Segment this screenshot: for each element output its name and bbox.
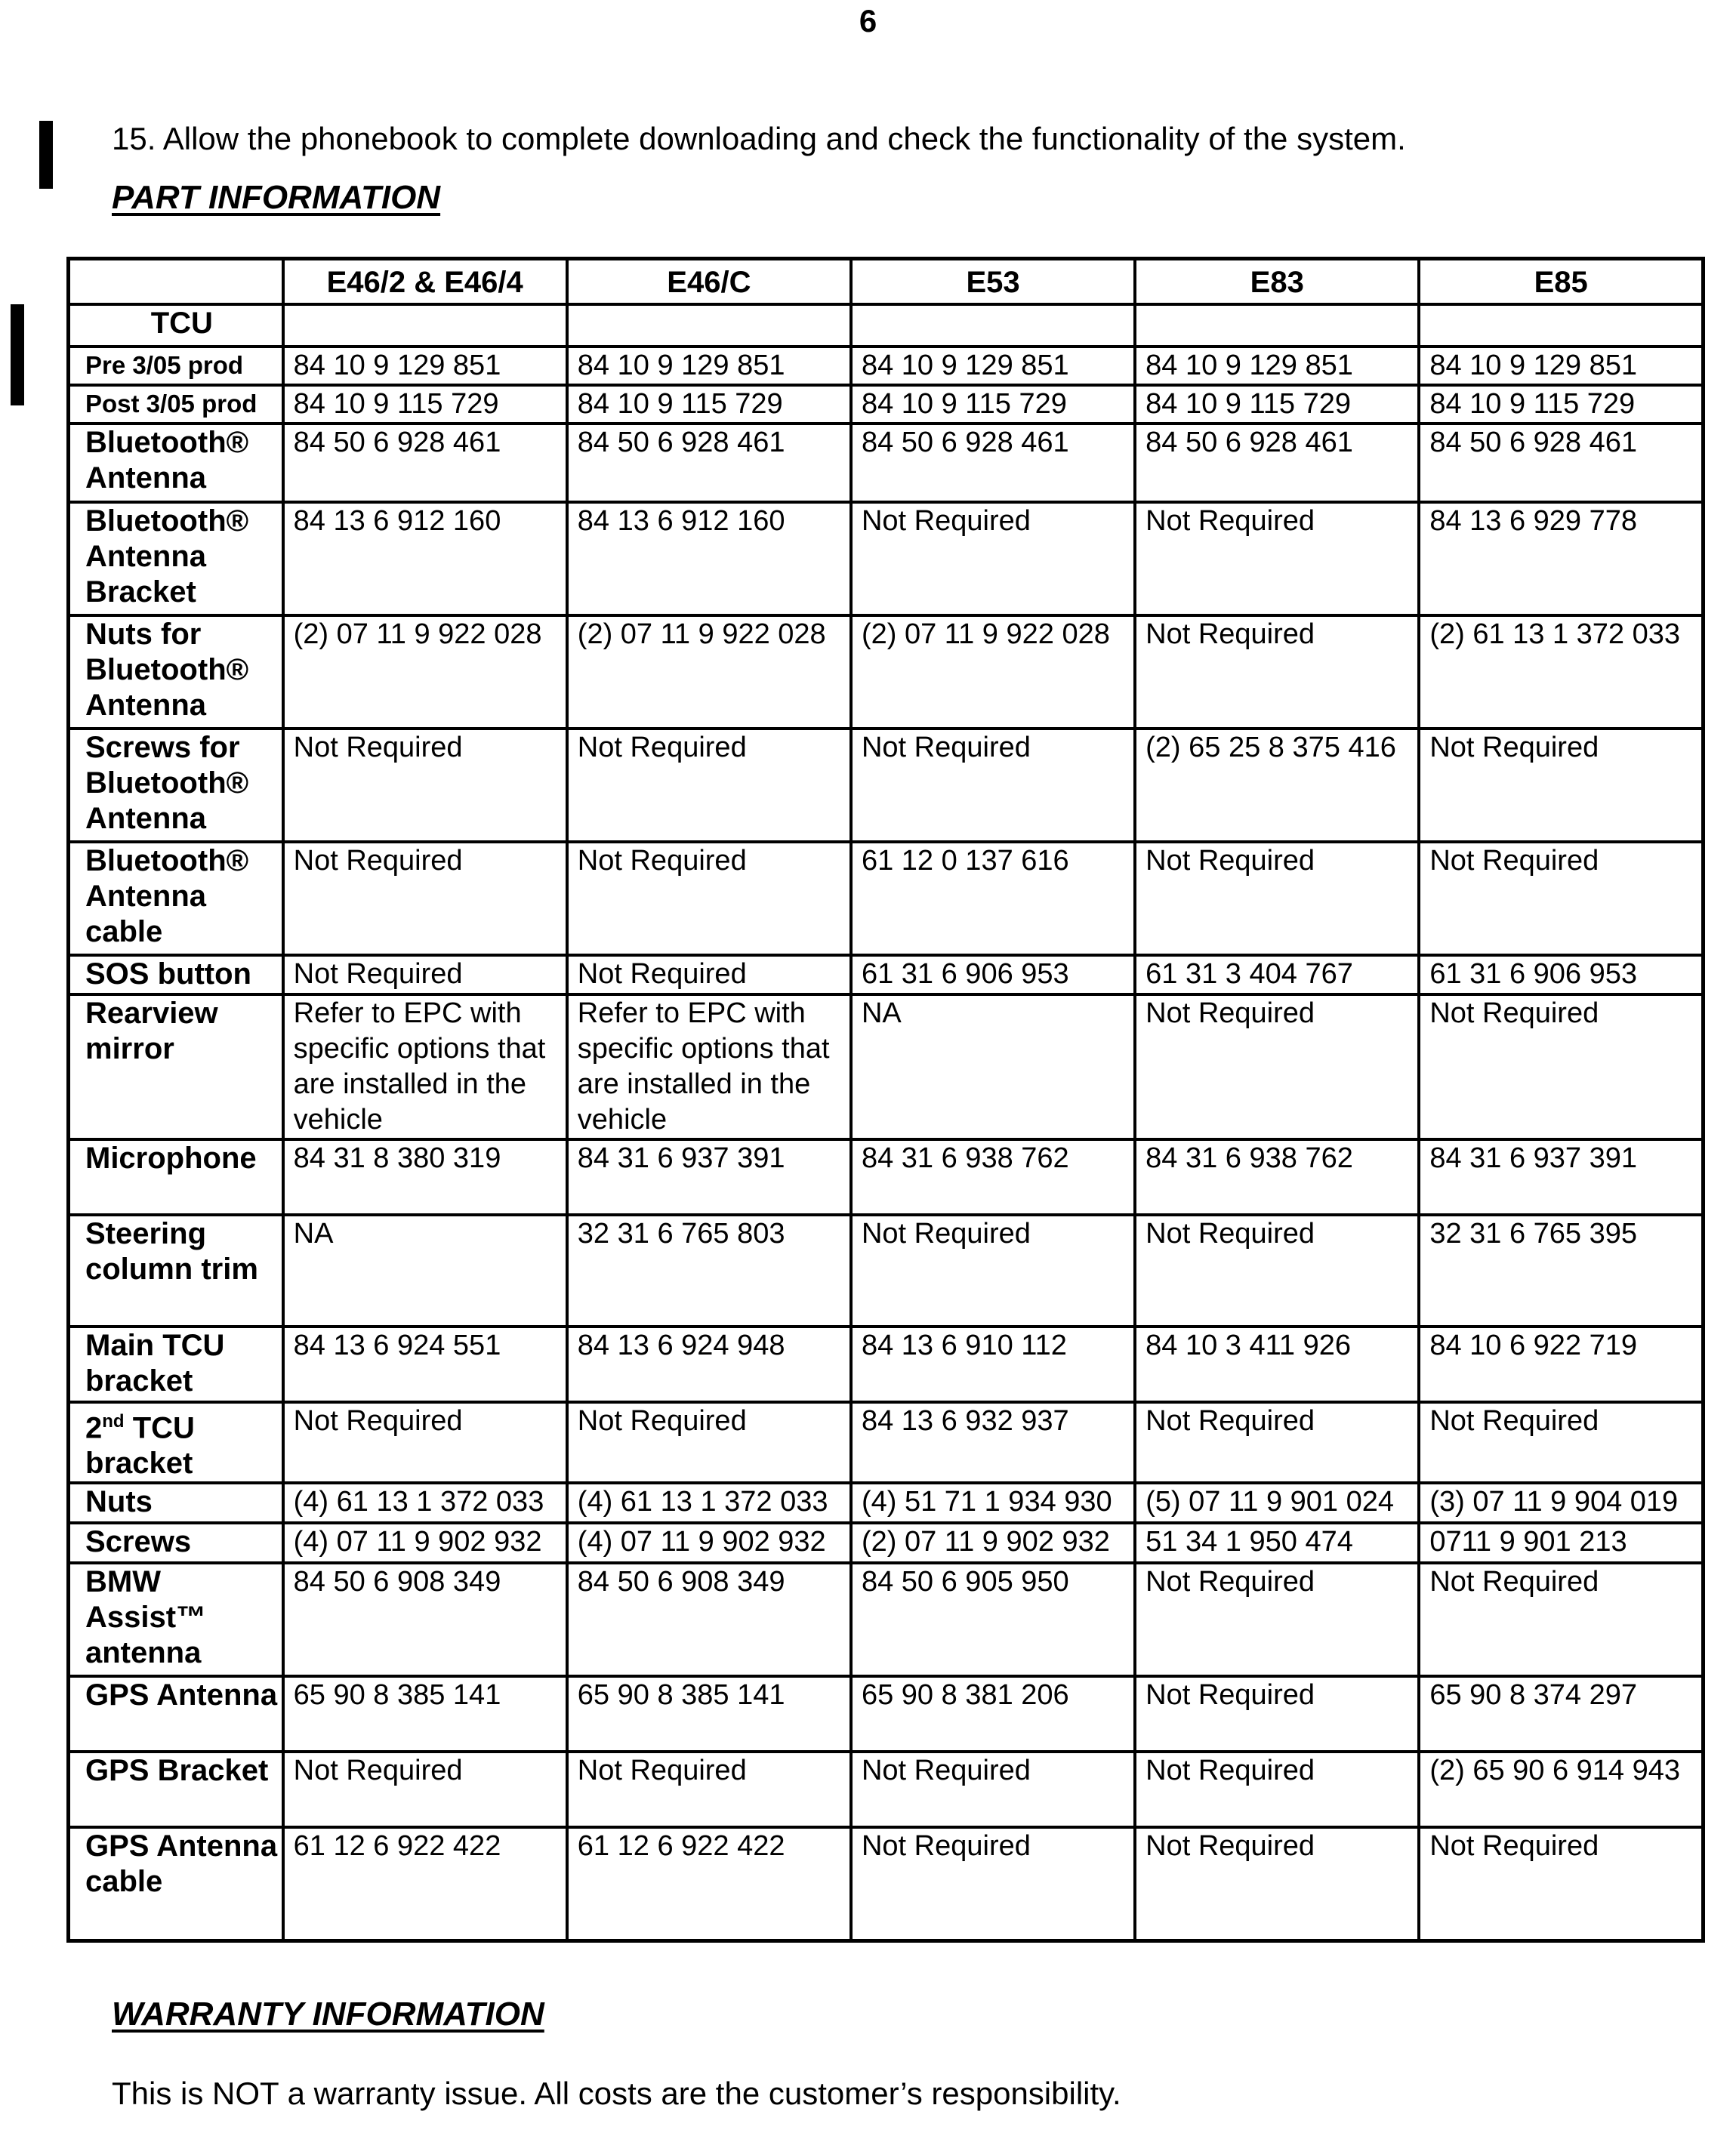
table-cell: 32 31 6 765 395	[1419, 1215, 1703, 1327]
table-row	[69, 994, 1704, 1139]
table-row	[69, 1483, 1704, 1523]
table-cell: 65 90 8 385 141	[567, 1676, 851, 1752]
row-label: GPS Antenna	[69, 1676, 283, 1752]
table-cell: Not Required	[851, 1752, 1135, 1827]
empty-cell	[1135, 304, 1419, 347]
part-information-table	[66, 257, 1705, 1943]
table-cell: (4) 07 11 9 902 932	[567, 1523, 851, 1563]
table-cell: 84 10 9 129 851	[1419, 347, 1703, 385]
row-label: Steering column trim	[69, 1215, 283, 1327]
table-cell: Not Required	[283, 842, 567, 955]
table-cell: Refer to EPC with specific options that are installed in the vehicle	[567, 994, 851, 1139]
table-cell: 84 13 6 929 778	[1419, 502, 1703, 615]
row-label-tcu: TCU	[69, 304, 283, 347]
table-cell: 61 12 0 137 616	[851, 842, 1135, 955]
table-row	[69, 955, 1704, 994]
table-cell: 84 50 6 908 349	[283, 1563, 567, 1676]
table-cell: (4) 51 71 1 934 930	[851, 1483, 1135, 1523]
table-cell: Not Required	[567, 1402, 851, 1483]
table-cell: 84 50 6 905 950	[851, 1563, 1135, 1676]
table-cell: 84 10 3 411 926	[1135, 1327, 1419, 1402]
table-row	[69, 1563, 1704, 1676]
table-cell: Not Required	[1419, 729, 1703, 842]
empty-cell	[283, 304, 567, 347]
table-row	[69, 729, 1704, 842]
row-label-text: TCU bracket	[85, 1411, 195, 1481]
row-label: Nuts for Bluetooth® Antenna	[69, 615, 283, 729]
table-cell: 84 50 6 908 349	[567, 1563, 851, 1676]
table-cell: 84 10 9 129 851	[283, 347, 567, 385]
table-cell: Not Required	[283, 729, 567, 842]
row-label-ordinal: nd	[102, 1411, 125, 1432]
column-header: E46/C	[567, 259, 851, 305]
table-row	[69, 1327, 1704, 1402]
table-cell: Not Required	[567, 955, 851, 994]
table-cell: Not Required	[1419, 1402, 1703, 1483]
table-cell: Not Required	[1135, 1827, 1419, 1940]
table-cell: 61 31 6 906 953	[1419, 955, 1703, 994]
table-cell: 32 31 6 765 803	[567, 1215, 851, 1327]
row-label: Bluetooth® Antenna Bracket	[69, 502, 283, 615]
row-label: Post 3/05 prod	[69, 385, 283, 424]
table-cell: Not Required	[1135, 842, 1419, 955]
change-bar-top	[39, 121, 53, 189]
warranty-information-heading: WARRANTY INFORMATION	[112, 1996, 544, 2033]
table-cell: Not Required	[851, 1827, 1135, 1940]
table-cell: 84 50 6 928 461	[283, 424, 567, 502]
table-row	[69, 1827, 1704, 1940]
table-cell: Not Required	[283, 1752, 567, 1827]
table-cell: (4) 07 11 9 902 932	[283, 1523, 567, 1563]
table-row	[69, 1139, 1704, 1215]
table-cell: 65 90 8 385 141	[283, 1676, 567, 1752]
table-cell: Not Required	[1135, 502, 1419, 615]
table-cell: (4) 61 13 1 372 033	[283, 1483, 567, 1523]
table-cell: (2) 65 25 8 375 416	[1135, 729, 1419, 842]
table-cell: Not Required	[283, 955, 567, 994]
row-label: Screws	[69, 1523, 283, 1563]
table-cell: 84 13 6 912 160	[283, 502, 567, 615]
table-cell: Not Required	[1135, 1215, 1419, 1327]
table-cell: 84 10 9 115 729	[567, 385, 851, 424]
page-number: 6	[859, 3, 877, 39]
table-cell: Not Required	[1419, 1563, 1703, 1676]
table-cell: 84 10 9 115 729	[851, 385, 1135, 424]
table-cell: Refer to EPC with specific options that are installed in the vehicle	[283, 994, 567, 1139]
table-row	[69, 424, 1704, 502]
table-row	[69, 1402, 1704, 1483]
table-cell: 51 34 1 950 474	[1135, 1523, 1419, 1563]
table-cell: 84 10 9 115 729	[283, 385, 567, 424]
row-label: Bluetooth® Antenna	[69, 424, 283, 502]
table-cell: Not Required	[1135, 1402, 1419, 1483]
table-cell: NA	[283, 1215, 567, 1327]
table-cell: (4) 61 13 1 372 033	[567, 1483, 851, 1523]
table-cell: 84 10 9 129 851	[567, 347, 851, 385]
header-corner	[69, 259, 283, 305]
table-cell: 84 13 6 924 551	[283, 1327, 567, 1402]
table-cell: Not Required	[1135, 1563, 1419, 1676]
table-cell: Not Required	[567, 1752, 851, 1827]
table-cell: 65 90 8 381 206	[851, 1676, 1135, 1752]
column-header: E46/2 & E46/4	[283, 259, 567, 305]
table-cell: 84 10 6 922 719	[1419, 1327, 1703, 1402]
table-cell: Not Required	[851, 729, 1135, 842]
table-cell: 61 12 6 922 422	[283, 1827, 567, 1940]
table-cell: 65 90 8 374 297	[1419, 1676, 1703, 1752]
table-cell: (5) 07 11 9 901 024	[1135, 1483, 1419, 1523]
table-row	[69, 347, 1704, 385]
table-cell: (2) 65 90 6 914 943	[1419, 1752, 1703, 1827]
table-cell: 84 10 9 115 729	[1135, 385, 1419, 424]
table-cell: 84 50 6 928 461	[567, 424, 851, 502]
table-cell: Not Required	[1419, 1827, 1703, 1940]
table-row	[69, 304, 1704, 347]
row-label: GPS Bracket	[69, 1752, 283, 1827]
row-label-2nd-tcu-bracket	[69, 1402, 283, 1483]
table-cell: 84 31 6 937 391	[1419, 1139, 1703, 1215]
table-cell: Not Required	[1135, 615, 1419, 729]
table-cell: Not Required	[1135, 994, 1419, 1139]
table-cell: 84 31 6 937 391	[567, 1139, 851, 1215]
table-row	[69, 1752, 1704, 1827]
table-cell: (2) 07 11 9 922 028	[851, 615, 1135, 729]
table-cell: 84 10 9 129 851	[851, 347, 1135, 385]
table-cell: 84 50 6 928 461	[1135, 424, 1419, 502]
row-label: SOS button	[69, 955, 283, 994]
table-row	[69, 1523, 1704, 1563]
table-cell: NA	[851, 994, 1135, 1139]
row-label: GPS Antenna cable	[69, 1827, 283, 1940]
row-label: Screws for Bluetooth® Antenna	[69, 729, 283, 842]
table-cell: 84 31 8 380 319	[283, 1139, 567, 1215]
row-label: Main TCU bracket	[69, 1327, 283, 1402]
row-label: Pre 3/05 prod	[69, 347, 283, 385]
column-header: E83	[1135, 259, 1419, 305]
table-header-row	[69, 259, 1704, 305]
table-cell: 84 31 6 938 762	[1135, 1139, 1419, 1215]
column-header: E85	[1419, 259, 1703, 305]
row-label: Microphone	[69, 1139, 283, 1215]
table-row	[69, 842, 1704, 955]
empty-cell	[1419, 304, 1703, 347]
table-row	[69, 385, 1704, 424]
table-cell: Not Required	[1135, 1676, 1419, 1752]
warranty-statement: This is NOT a warranty issue. All costs are the customer’s responsibility.	[112, 2076, 1121, 2111]
table-cell: Not Required	[851, 1215, 1135, 1327]
table-cell: Not Required	[567, 729, 851, 842]
table-cell: 84 10 9 129 851	[1135, 347, 1419, 385]
part-information-heading: PART INFORMATION	[112, 179, 441, 216]
table-cell: 84 13 6 932 937	[851, 1402, 1135, 1483]
table-cell: 61 12 6 922 422	[567, 1827, 851, 1940]
table-cell: Not Required	[1419, 842, 1703, 955]
table-cell: 0711 9 901 213	[1419, 1523, 1703, 1563]
table-cell: Not Required	[567, 842, 851, 955]
step-15-instruction: 15. Allow the phonebook to complete downloading and check the functionality of the system.	[112, 121, 1406, 156]
change-bar-table	[11, 304, 24, 405]
row-label: BMW Assist™ antenna	[69, 1563, 283, 1676]
table-row	[69, 1215, 1704, 1327]
table-cell: (2) 07 11 9 922 028	[567, 615, 851, 729]
table-row	[69, 502, 1704, 615]
row-label-number: 2	[85, 1411, 103, 1445]
table-cell: Not Required	[1135, 1752, 1419, 1827]
table-row	[69, 615, 1704, 729]
table-cell: 84 10 9 115 729	[1419, 385, 1703, 424]
table-cell: 84 13 6 910 112	[851, 1327, 1135, 1402]
empty-cell	[851, 304, 1135, 347]
table-cell: (2) 07 11 9 902 932	[851, 1523, 1135, 1563]
table-row	[69, 1676, 1704, 1752]
column-header: E53	[851, 259, 1135, 305]
table-cell: Not Required	[283, 1402, 567, 1483]
table-cell: 84 13 6 912 160	[567, 502, 851, 615]
table-cell: Not Required	[1419, 994, 1703, 1139]
table-cell: (2) 61 13 1 372 033	[1419, 615, 1703, 729]
table-cell: (3) 07 11 9 904 019	[1419, 1483, 1703, 1523]
table-cell: 84 50 6 928 461	[851, 424, 1135, 502]
table-cell: 84 13 6 924 948	[567, 1327, 851, 1402]
table-cell: 84 31 6 938 762	[851, 1139, 1135, 1215]
table-cell: Not Required	[851, 502, 1135, 615]
row-label: Rearview mirror	[69, 994, 283, 1139]
table-cell: 61 31 6 906 953	[851, 955, 1135, 994]
empty-cell	[567, 304, 851, 347]
table-cell: (2) 07 11 9 922 028	[283, 615, 567, 729]
row-label: Bluetooth® Antenna cable	[69, 842, 283, 955]
table-cell: 61 31 3 404 767	[1135, 955, 1419, 994]
table-cell: 84 50 6 928 461	[1419, 424, 1703, 502]
row-label: Nuts	[69, 1483, 283, 1523]
